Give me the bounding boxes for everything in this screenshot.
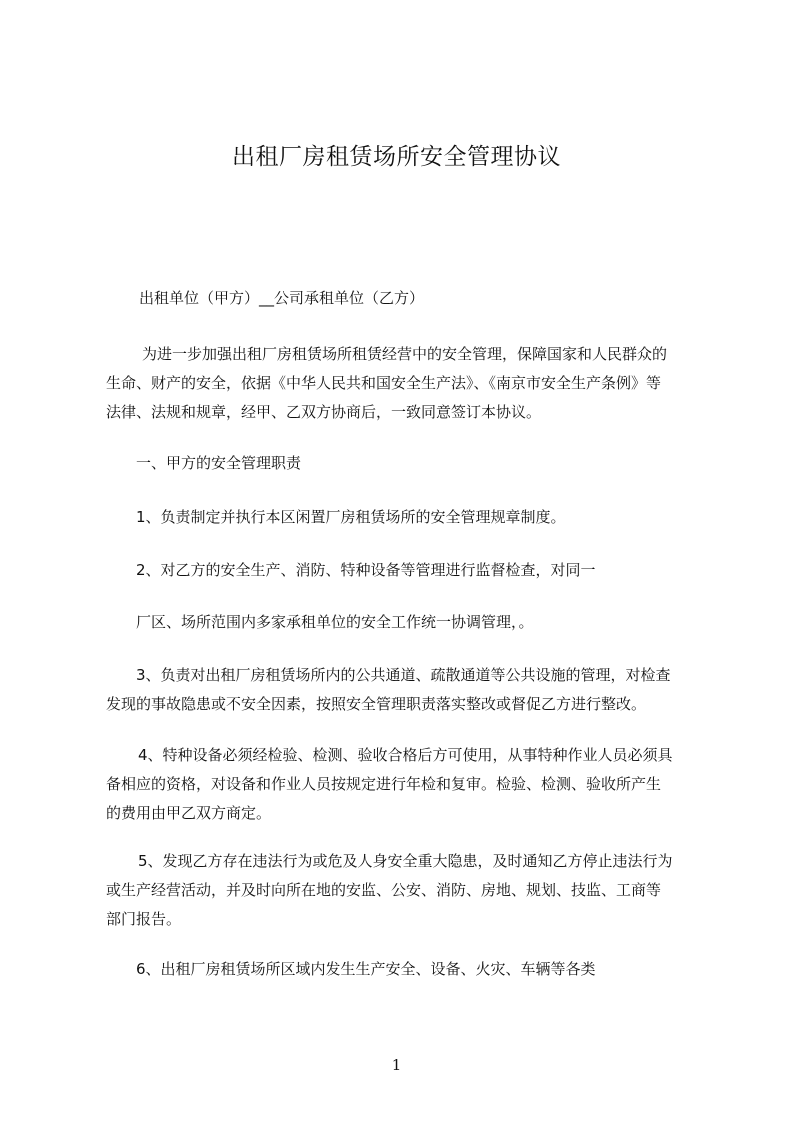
item-4-line-1: 4、特种设备必须经检验、检测、验收合格后方可使用，从事特种作业人员必须具 — [138, 746, 673, 764]
document-title: 出租厂房租赁场所安全管理协议 — [232, 144, 561, 170]
item-6-text: 6、出租厂房租赁场所区域内发生生产安全、设备、火灾、车辆等各类 — [136, 960, 596, 978]
item-3-line-2: 发现的事故隐患或不安全因素，按照安全管理职责落实整改或督促乙方进行整改。 — [106, 695, 647, 713]
item-2-line-1: 2、对乙方的安全生产、消防、特种设备等管理进行监督检查，对同一 — [136, 561, 596, 579]
item-3-line-1: 3、负责对出租厂房租赁场所内的公共通道、疏散通道等公共设施的管理，对检查 — [136, 666, 671, 684]
intro-line-2: 生命、财产的安全，依据《中华人民共和国安全生产法》、《南京市安全生产条例》等 — [106, 374, 662, 392]
item-3 — [106, 661, 726, 719]
item-5 — [106, 847, 726, 934]
section-1-heading — [106, 449, 726, 478]
item-5-line-3: 部门报告。 — [106, 910, 182, 928]
parties-line — [106, 284, 726, 313]
item-2-continued — [106, 608, 726, 637]
intro-line-1: 为进一步加强出租厂房租赁场所租赁经营中的安全管理，保障国家和人民群众的 — [142, 345, 668, 363]
item-6 — [106, 955, 726, 984]
item-4-line-3: 的费用由甲乙双方商定。 — [106, 804, 272, 822]
page-number: 1 — [391, 1056, 402, 1074]
item-1-text: 1、负责制定并执行本区闲置厂房租赁场所的安全管理规章制度。 — [136, 508, 566, 526]
item-2 — [106, 556, 726, 585]
intro-paragraph — [106, 340, 726, 427]
item-2-line-2: 厂区、场所范围内多家承租单位的安全工作统一协调管理，。 — [136, 613, 534, 631]
parties-text: 出租单位（甲方）__公司承租单位（乙方） — [139, 289, 425, 307]
item-4 — [106, 741, 726, 828]
item-4-line-2: 备相应的资格，对设备和作业人员按规定进行年检和复审。检验、检测、验收所产生 — [106, 775, 662, 793]
item-5-line-1: 5、发现乙方存在违法行为或危及人身安全重大隐患，及时通知乙方停止违法行为 — [138, 852, 673, 870]
intro-line-3: 法律、法规和规章，经甲、乙双方协商后，一致同意签订本协议。 — [106, 403, 542, 421]
section-1-heading-text: 一、甲方的安全管理职责 — [136, 454, 302, 472]
item-5-line-2: 或生产经营活动，并及时向所在地的安监、公安、消防、房地、规划、技监、工商等 — [106, 881, 662, 899]
item-1 — [106, 503, 726, 532]
